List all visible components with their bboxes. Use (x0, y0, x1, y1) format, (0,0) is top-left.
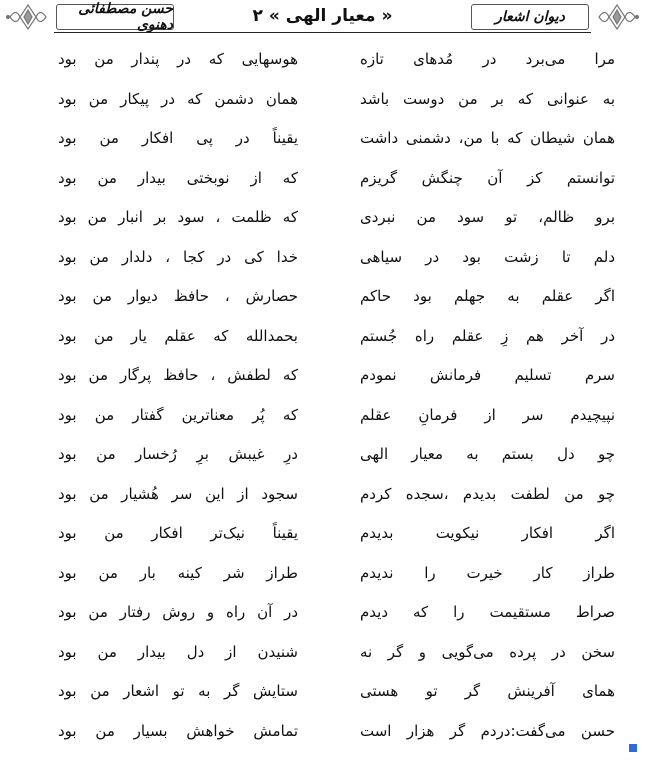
couplet (20, 514, 625, 554)
first-hemistich: به عنوانی که بر من دوست باشد (360, 89, 615, 108)
couplet (20, 475, 625, 515)
book-title: دیوان اشعار (495, 9, 565, 25)
first-hemistich: همان شیطان که با من، دشمنی داشت (360, 129, 615, 147)
couplet (20, 554, 625, 594)
second-hemistich: بحمدالله که عقلم یار من بود (58, 326, 298, 345)
first-hemistich: چو من لطفت بدیدم ،سجده کردم (360, 484, 615, 503)
first-hemistich: در آخر هم زِ عقلم راه جُستم (360, 326, 615, 345)
second-hemistich: درِ غیبش برِ رُخسار من بود (58, 445, 298, 463)
first-hemistich: دلم تا زشت بود در سیاهی (360, 247, 615, 266)
couplet (20, 80, 625, 120)
second-hemistich: ستایش گر به تو اشعار من بود (58, 682, 298, 700)
couplet (20, 672, 625, 712)
first-hemistich: حسن می‌گفت:دردم گر هزار است (360, 721, 615, 740)
second-hemistich: در آن راه و روش رفتار من بود (58, 603, 298, 621)
first-hemistich: چو دل بستم به معیار الهی (360, 445, 615, 463)
first-hemistich: همای آفرینش گر تو هستی (360, 682, 615, 700)
poem-title: « معیار الهی » ۲ (252, 6, 393, 26)
corner-marker (629, 744, 637, 752)
couplet (20, 317, 625, 357)
second-hemistich: که ظلمت ، سود بر انبار من بود (58, 208, 298, 226)
second-hemistich: سجود از این سر هُشیار من بود (58, 484, 298, 503)
first-hemistich: سرم تسلیم فرمانش نمودم (360, 366, 615, 384)
author-name: حسن مصطفائی دهنوی (78, 1, 173, 33)
second-hemistich: شنیدن از دل بیدار من بود (58, 642, 298, 661)
second-hemistich: که از نوبختی بیدار من بود (58, 168, 298, 187)
couplet (20, 593, 625, 633)
first-hemistich: توانستم کز آن چنگش گریزم (360, 168, 615, 187)
second-hemistich: خدا کی در کجا ، دلدار من بود (58, 247, 298, 266)
poem-body (20, 40, 625, 751)
couplet (20, 159, 625, 199)
second-hemistich: طراز شر کینه بار من بود (58, 563, 298, 582)
couplet (20, 40, 625, 80)
second-hemistich: تمامش خواهش بسیار من بود (58, 721, 298, 740)
first-hemistich: مرا می‌برد در مُدهای تازه (360, 50, 615, 68)
couplet (20, 356, 625, 396)
couplet (20, 277, 625, 317)
second-hemistich: که لطفش ، حافظ پرگار من بود (58, 366, 298, 384)
ornament-icon (6, 2, 50, 32)
first-hemistich: نپیچیدم سر از فرمانِ عقلم (360, 405, 615, 424)
second-hemistich: حصارش ، حافظ دیوار من بود (58, 287, 298, 305)
ornament-icon (595, 2, 639, 32)
first-hemistich: طراز کار خیرت را ندیدم (360, 563, 615, 582)
first-hemistich: سخن در پرده می‌گویی و گر نه (360, 642, 615, 661)
first-hemistich: برو ظالم، تو سود من نبردی (360, 208, 615, 226)
first-hemistich: اگر عقلم به جهلم بود حاکم (360, 287, 615, 305)
page-header (0, 0, 645, 34)
second-hemistich: یقیناً در پی افکار من بود (58, 129, 298, 147)
second-hemistich: که پُر معناترین گفتار من بود (58, 405, 298, 424)
couplet (20, 396, 625, 436)
first-hemistich: اگر افکار نیکویت بدیدم (360, 524, 615, 542)
couplet (20, 119, 625, 159)
author-tab (56, 1, 174, 33)
couplet (20, 198, 625, 238)
couplet (20, 435, 625, 475)
second-hemistich: همان دشمن که در پیکار من بود (58, 89, 298, 108)
first-hemistich: صراط مستقیمت را که دیدم (360, 603, 615, 621)
book-tab (471, 4, 589, 30)
couplet (20, 712, 625, 752)
couplet (20, 633, 625, 673)
second-hemistich: یقیناً نیک‌تر افکار من بود (58, 524, 298, 542)
second-hemistich: هوسهایی که در پندار من بود (58, 50, 298, 68)
couplet (20, 238, 625, 278)
header-rule (54, 32, 591, 33)
